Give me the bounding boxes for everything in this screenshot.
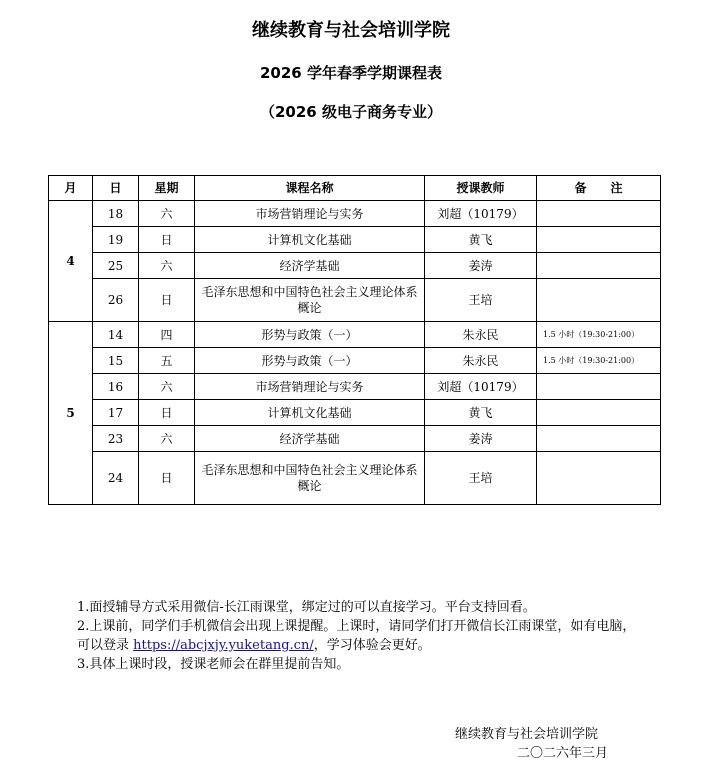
notes-section [77,598,647,674]
course-cell: 市场营销理论与实务 [195,374,425,400]
teacher-cell: 王培 [425,452,537,505]
weekday-cell: 四 [139,322,195,348]
table-row [49,374,661,400]
note-cell [537,227,661,253]
weekday-cell: 六 [139,374,195,400]
month-cell: 4 [49,201,93,322]
teacher-cell: 刘超（10179） [425,201,537,227]
table-row [49,253,661,279]
day-cell: 18 [93,201,139,227]
course-cell: 经济学基础 [195,253,425,279]
teacher-cell: 刘超（10179） [425,374,537,400]
note-cell [537,253,661,279]
note-line-1: 1.面授辅导方式采用微信-长江雨课堂，绑定过的可以直接学习。平台支持回看。 [77,600,536,615]
teacher-cell: 姜涛 [425,426,537,452]
teacher-cell: 黄飞 [425,400,537,426]
weekday-cell: 日 [139,452,195,505]
column-header-weekday: 星期 [139,176,195,201]
course-cell: 市场营销理论与实务 [195,201,425,227]
note-cell [537,426,661,452]
teacher-cell: 姜涛 [425,253,537,279]
weekday-cell: 日 [139,279,195,322]
table-row [49,279,661,322]
course-cell: 形势与政策（一） [195,322,425,348]
note-cell [537,279,661,322]
course-cell: 形势与政策（一） [195,348,425,374]
day-cell: 15 [93,348,139,374]
table-row [49,452,661,505]
weekday-cell: 日 [139,400,195,426]
month-cell: 5 [49,322,93,505]
note-cell: 1.5 小时（19:30-21:00） [537,348,661,374]
column-header-teacher: 授课教师 [425,176,537,201]
weekday-cell: 六 [139,426,195,452]
table-row [49,348,661,374]
note-cell [537,374,661,400]
day-cell: 16 [93,374,139,400]
column-header-month: 月 [49,176,93,201]
note-line-2 [77,617,647,655]
day-cell: 14 [93,322,139,348]
day-cell: 24 [93,452,139,505]
table-row [49,227,661,253]
weekday-cell: 五 [139,348,195,374]
table-row [49,322,661,348]
signature-date: 二〇二六年三月 [517,746,609,761]
weekday-cell: 六 [139,201,195,227]
institute-title: 继续教育与社会培训学院 [252,20,450,41]
note-line-2-text: 2.上课前，同学们手机微信会出现上课提醒。上课时，请同学们打开微信长江雨课堂，如有电脑，可以登录 [77,619,636,653]
teacher-cell: 王培 [425,279,537,322]
day-cell: 26 [93,279,139,322]
table-row [49,400,661,426]
table-header-row [49,176,661,201]
table-row [49,426,661,452]
day-cell: 25 [93,253,139,279]
schedule-table [48,175,661,505]
course-cell: 经济学基础 [195,426,425,452]
note-cell [537,201,661,227]
yuketang-link[interactable]: https://abcjxjy.yuketang.cn/ [133,638,314,653]
day-cell: 19 [93,227,139,253]
note-cell [537,400,661,426]
teacher-cell: 朱永民 [425,322,537,348]
teacher-cell: 朱永民 [425,348,537,374]
weekday-cell: 日 [139,227,195,253]
note-line-2-suffix: ，学习体验会更好。 [313,638,431,653]
term-title: 2026 学年春季学期课程表 [260,64,442,82]
note-cell: 1.5 小时（19:30-21:00） [537,322,661,348]
column-header-day: 日 [93,176,139,201]
course-cell: 计算机文化基础 [195,227,425,253]
course-cell: 毛泽东思想和中国特色社会主义理论体系概论 [195,452,425,505]
table-row [49,201,661,227]
column-header-note: 备 注 [537,176,661,201]
weekday-cell: 六 [139,253,195,279]
course-cell: 毛泽东思想和中国特色社会主义理论体系概论 [195,279,425,322]
note-cell [537,452,661,505]
day-cell: 17 [93,400,139,426]
teacher-cell: 黄飞 [425,227,537,253]
signature-org: 继续教育与社会培训学院 [455,727,599,742]
course-cell: 计算机文化基础 [195,400,425,426]
major-subtitle: （2026 级电子商务专业） [260,103,442,121]
note-line-3: 3.具体上课时段，授课老师会在群里提前告知。 [77,657,350,672]
day-cell: 23 [93,426,139,452]
column-header-course: 课程名称 [195,176,425,201]
